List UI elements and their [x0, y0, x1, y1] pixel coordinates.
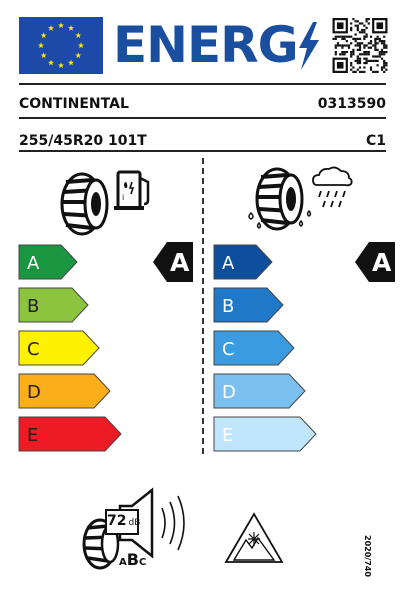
wet-bar-label-d: D	[222, 382, 236, 403]
wet-bar-label-e: E	[222, 425, 234, 446]
brand-name: CONTINENTAL	[19, 96, 129, 112]
fuel-efficiency-scale	[19, 242, 193, 451]
noise-db-value: 72	[107, 513, 127, 529]
article-number: 0313590	[317, 96, 386, 112]
tyre-class: C1	[365, 133, 386, 149]
noise-class-c: C	[138, 557, 147, 568]
wet-bar-label-a: A	[222, 253, 235, 274]
noise-class-b: B	[126, 550, 139, 569]
wet-rating-letter: A	[372, 248, 392, 277]
regulation-number: 2020/740	[363, 535, 372, 577]
noise-db-unit: dB	[128, 518, 141, 528]
snowflake-mountain-icon	[224, 510, 284, 566]
fuel-bar-label-a: A	[27, 253, 40, 274]
fuel-bar-label-c: C	[27, 339, 40, 360]
wet-bar-label-c: C	[222, 339, 235, 360]
noise-class-a: A	[119, 557, 127, 568]
energy-title: ENERG	[113, 16, 298, 74]
wet-grip-scale	[214, 242, 395, 451]
tyre-size: 255/45R20 101T	[19, 133, 147, 149]
fuel-bar-label-b: B	[27, 296, 40, 317]
fuel-bar-label-e: E	[27, 425, 39, 446]
fuel-bar-label-d: D	[27, 382, 41, 403]
fuel-rating-letter: A	[170, 248, 190, 277]
noise-class-letters	[119, 550, 146, 569]
wet-bar-label-b: B	[222, 296, 235, 317]
svg-text:i: i	[122, 193, 125, 202]
noise-value-box	[107, 513, 147, 531]
